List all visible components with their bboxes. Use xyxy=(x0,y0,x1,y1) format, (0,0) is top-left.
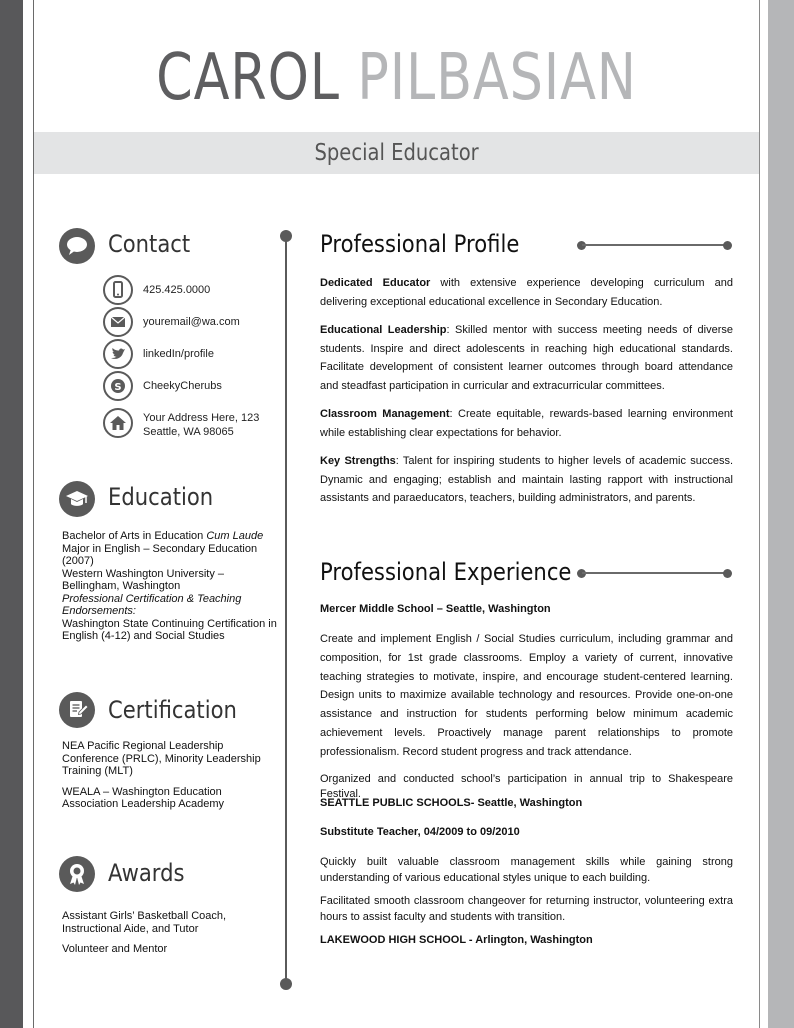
education-cert-label: Professional Certification & Teaching Endorsements: xyxy=(62,592,242,617)
award-item: Assistant Girls’ Basketball Coach, Instructional Aide, and Tutor xyxy=(62,910,227,935)
education-major: Major in English – Secondary Education xyxy=(62,542,258,555)
speech-bubble-icon xyxy=(59,228,95,264)
award-ribbon-icon xyxy=(59,856,95,892)
job-title: Special Educator xyxy=(314,140,479,166)
graduation-cap-icon xyxy=(59,481,95,517)
job3-title: LAKEWOOD HIGH SCHOOL - Arlington, Washington xyxy=(320,934,593,946)
job2-title: SEATTLE PUBLIC SCHOOLS- Seattle, Washington xyxy=(320,797,583,809)
address-line-2: Seattle, WA 98065 xyxy=(143,426,234,438)
experience-rule xyxy=(582,572,727,574)
contact-heading: Contact xyxy=(108,230,191,258)
address-line-1: Your Address Here, 123 xyxy=(143,412,260,424)
profile-rule-right-dot xyxy=(723,241,732,250)
profile-label: Educational Leadership xyxy=(320,324,447,336)
twitter-bird-icon xyxy=(103,339,133,369)
contact-skype: CheekyCherubs xyxy=(143,380,222,392)
profile-text: with extensive experience developing curriculum and delivering exceptional educational excellence in Secondary Education. xyxy=(320,277,733,308)
profile-heading: Professional Profile xyxy=(320,230,520,258)
award-item: Volunteer and Mentor xyxy=(62,943,168,955)
profile-label: Classroom Management xyxy=(320,408,450,420)
education-cert-detail: Washington State Continuing Certification in English (4-12) and Social Studies xyxy=(62,617,277,642)
profile-paragraph xyxy=(320,274,733,311)
profile-paragraph xyxy=(320,405,733,442)
contact-address xyxy=(143,411,259,439)
right-border-line xyxy=(759,0,760,1028)
divider-bottom-dot xyxy=(280,978,292,990)
profile-paragraph xyxy=(320,321,733,395)
profile-text: : Create equitable, rewards-based learning environment while establishing clear expectations for behavior. xyxy=(320,408,733,439)
svg-text:S: S xyxy=(114,382,122,393)
experience-heading: Professional Experience xyxy=(320,558,572,586)
envelope-icon xyxy=(103,307,133,337)
job1-title: Mercer Middle School – Seattle, Washington xyxy=(320,603,551,615)
education-degree: Bachelor of Arts in Education xyxy=(62,530,204,542)
profile-paragraph xyxy=(320,452,733,508)
profile-body xyxy=(320,274,733,518)
job1-extra: Organized and conducted school’s participation in annual trip to Shakespeare Festival. xyxy=(320,773,733,800)
contact-phone: 425.425.0000 xyxy=(143,284,211,296)
education-location: Bellingham, Washington xyxy=(62,580,181,592)
certification-heading: Certification xyxy=(108,696,237,724)
first-name: CAROL xyxy=(156,41,340,115)
certification-item: NEA Pacific Regional Leadership Conference (PRLC), Minority Leadership Training (MLT) xyxy=(62,740,261,777)
job-title-band xyxy=(34,132,759,174)
candidate-name xyxy=(99,38,694,118)
job1-description: Create and implement English / Social Studies curriculum, including grammar and composition, for 1st grade classrooms. Employ a variety of current, innovative teaching strategies to motivate, inspire, and encourage student-centered learning. Design units to maximize available technology and resources. Provide one-on-one assistance and instruction for students performing below minimum academic achievement levels. Proactively manage parent relationships to promote professionalism. Record student progress and track attendance. xyxy=(320,633,733,758)
job2-role: Substitute Teacher, 04/2009 to 09/2010 xyxy=(320,826,520,838)
left-sidebar-bar xyxy=(0,0,23,1028)
profile-text: : Skilled mentor with success meeting needs of diverse students. Inspire and direct adolescents in reaching high educational standards. Facilitate development of consistent learner outcomes through board attendance and steadfast participation in curricular and extracurricular committees. xyxy=(320,324,733,392)
education-degree-line xyxy=(62,530,277,543)
profile-text: : Talent for inspiring students to higher levels of academic success. Dynamic and engaging; establish and maintain lasting rapport with instructional assistants and paraeducators, teachers, building administrators, and parents. xyxy=(320,455,734,504)
profile-label: Dedicated Educator xyxy=(320,277,431,289)
contact-email[interactable]: youremail@wa.com xyxy=(143,316,240,328)
certificate-icon xyxy=(59,692,95,728)
awards-heading: Awards xyxy=(108,859,185,887)
certification-list xyxy=(62,740,277,819)
last-name: PILBASIAN xyxy=(357,41,637,115)
education-honors: Cum Laude xyxy=(206,530,264,542)
job2-extra: Facilitated smooth classroom changeover for returning instructor, volunteering extra hours to assist faculty and students with transition. xyxy=(320,895,733,923)
profile-label: Key Strengths xyxy=(320,455,396,467)
skype-icon xyxy=(103,371,133,401)
awards-list xyxy=(62,910,277,964)
right-sidebar-bar xyxy=(768,0,794,1028)
education-heading: Education xyxy=(108,483,214,511)
profile-rule xyxy=(582,244,727,246)
divider-top-dot xyxy=(280,230,292,242)
certification-item: WEALA – Washington Education Association Leadership Academy xyxy=(62,785,225,810)
home-icon xyxy=(103,408,133,438)
phone-icon xyxy=(103,275,133,305)
column-divider xyxy=(285,236,287,984)
education-school: Western Washington University – xyxy=(62,567,225,580)
education-details xyxy=(62,530,277,643)
job2-description: Quickly built valuable classroom management skills while gaining strong understanding of various educational styles unique to each building. xyxy=(320,856,733,884)
contact-linkedin[interactable]: linkedIn/profile xyxy=(143,348,214,360)
education-year: (2007) xyxy=(62,555,94,567)
experience-rule-right-dot xyxy=(723,569,732,578)
